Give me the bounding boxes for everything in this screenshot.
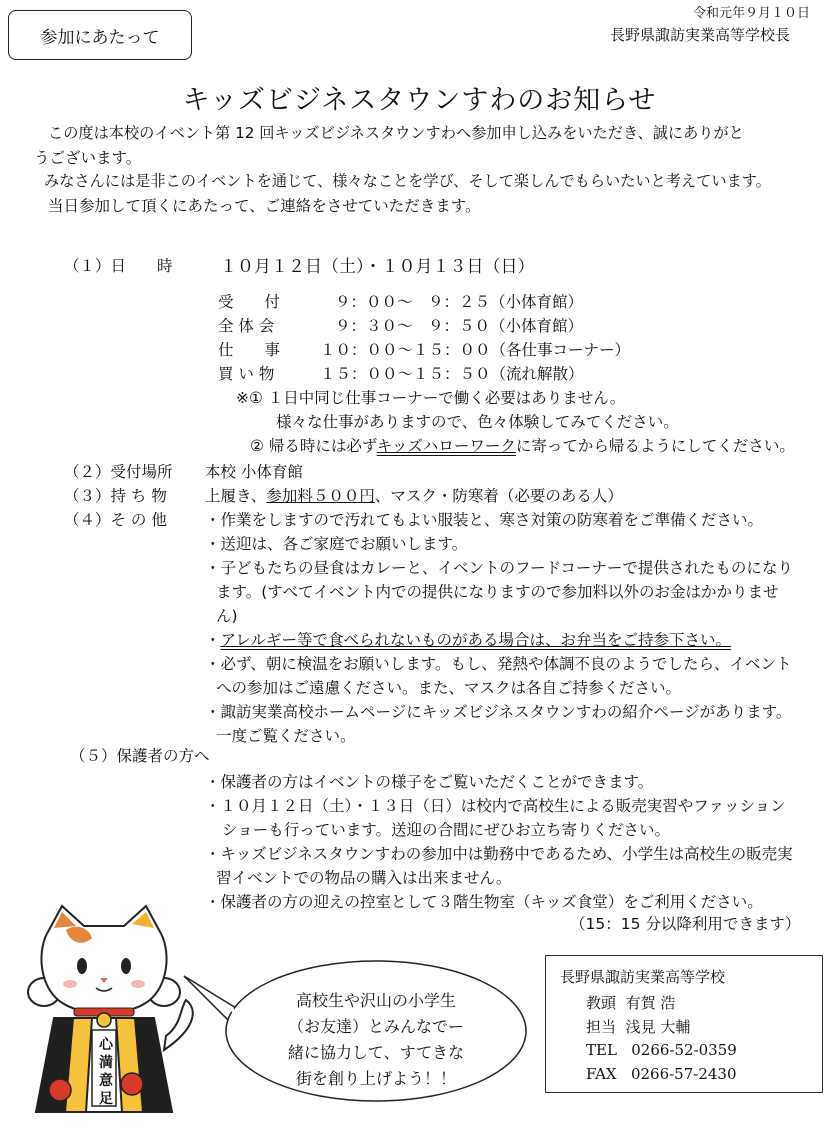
schedule-time-1: ９：００～ ９：２５（小体育館） xyxy=(335,293,584,311)
other-item-3-line-1: ・子どもたちの昼食はカレーと、イベントのフードコーナーで提供されたものになり xyxy=(205,559,793,577)
other-item-5-line-1: ・必ず、朝に検温をお願いします。もし、発熱や体調不良のようでしたら、イベント xyxy=(205,655,792,673)
other-item-4 xyxy=(205,628,731,650)
section3-value xyxy=(205,484,623,506)
participation-fee: 参加料５００円 xyxy=(266,487,375,505)
guardian-item-2-line-2: ショーも行っています。送迎の合間にぜひお立ち寄りください。 xyxy=(222,821,670,839)
other-item-1: ・作業をしますので汚れてもよい服装と、寒さ対策の防寒着をご準備ください。 xyxy=(205,511,764,529)
contact-fax xyxy=(586,1065,737,1083)
section5-label: （５）保護者の方へ xyxy=(70,747,210,765)
allergy-notice: アレルギー等で食べられないものがある場合は、お弁当をご持参下さい。 xyxy=(220,631,732,649)
bubble-line-4: 街を創り上げよう！！ xyxy=(295,1069,456,1088)
section3-label: （３）持 ち 物 xyxy=(64,487,167,505)
mascot-sash-text: 心満意足 xyxy=(99,1037,113,1107)
schedule-time-2: ９：３０～ ９：５０（小体育館） xyxy=(335,317,584,335)
section1-date: １０月１２日（土）・１０月１３日（日） xyxy=(220,257,535,277)
section-label: 参加にあたって xyxy=(40,27,160,48)
charge-label: 担当 xyxy=(586,1018,617,1036)
section-label-box xyxy=(8,10,192,60)
schedule-name-3: 仕 事 xyxy=(218,341,281,359)
bubble-line-1: 高校生や沢山の小学生 xyxy=(295,991,456,1010)
schedule-name-1: 受 付 xyxy=(218,293,281,311)
kids-hellowork-text: キッズハローワーク xyxy=(376,437,516,455)
section4-label: （４）そ の 他 xyxy=(64,511,167,529)
intro-line-1: この度は本校のイベント第 12 回キッズビジネスタウンすわへ参加申し込みをいただき、誠にありがと xyxy=(48,124,744,142)
note-1-line-2: 様々な仕事がありますので、色々体験してみてください。 xyxy=(276,413,679,431)
other-item-5-line-2: への参加はご遠慮ください。また、マスクは各自ご持参ください。 xyxy=(216,679,682,697)
contact-school: 長野県諏訪実業高等学校 xyxy=(560,968,726,986)
note-2 xyxy=(250,434,795,456)
other-item-3-line-2: ます。(すべてイベント内での提供になりますので参加料以外のお金はかかりませ xyxy=(216,583,779,601)
other-item-6-line-2: 一度ご覧ください。 xyxy=(216,727,356,745)
page-title: キッズビジネスタウンすわのお知らせ xyxy=(182,85,657,116)
intro-line-2: うございます。 xyxy=(34,149,142,167)
contact-vice-principal xyxy=(586,992,675,1013)
guardian-item-4-note: （15：15 分以降利用できます） xyxy=(570,915,801,933)
tel-label: TEL xyxy=(586,1041,617,1059)
note-1-line-1: ※① １日中同じ仕事コーナーで働く必要はありません。 xyxy=(236,389,626,407)
guardian-item-3-line-1: ・キッズビジネスタウンすわの参加中は勤務中であるため、小学生は高校生の販売実 xyxy=(205,845,793,863)
intro-line-3: みなさんには是非このイベントを通じて、様々なことを学び、そして楽しんでもらいたいと考えています。 xyxy=(44,172,771,190)
section2-value: 本校 小体育館 xyxy=(205,463,303,481)
guardian-item-4: ・保護者の方の迎えの控室として３階生物室（キッズ食堂）をご利用ください。 xyxy=(205,893,763,911)
section2-label: （２）受付場所 xyxy=(64,463,173,481)
other-item-4-bullet: ・ xyxy=(205,631,221,649)
section1-label: （１）日 時 xyxy=(64,257,173,275)
note-2-post: に寄ってから帰るようにしてください。 xyxy=(515,437,795,455)
charge-name: 浅見 大輔 xyxy=(625,1018,691,1036)
vice-name: 有賀 浩 xyxy=(625,994,676,1012)
fax-number: 0266-57-2430 xyxy=(630,1065,737,1083)
bubble-line-2: （お友達）とみんなでー xyxy=(287,1017,464,1036)
bubble-line-3: 緒に協力して、すてきな xyxy=(287,1043,465,1062)
guardian-item-2-line-1: ・１０月１２日（土）・１３日（日）は校内で高校生による販売実習やファッション xyxy=(205,797,786,815)
schedule-time-3: １０：００～１５：００（各仕事コーナー） xyxy=(320,341,631,359)
other-item-6-line-1: ・諏訪実業高校ホームページにキッズビジネスタウンすわの紹介ページがあります。 xyxy=(205,703,792,721)
guardian-item-3-line-2: 習イベントでの物品の購入は出来ません。 xyxy=(216,869,512,887)
contact-tel xyxy=(586,1041,737,1059)
section3-post: 、マスク・防寒着（必要のある人） xyxy=(374,487,623,505)
schedule-name-2: 全 体 会 xyxy=(218,317,275,335)
fax-label: FAX xyxy=(586,1065,617,1083)
section3-pre: 上履き、 xyxy=(205,487,267,505)
issue-date: 令和元年９月１０日 xyxy=(693,6,811,21)
note-2-pre: ② 帰る時には必ず xyxy=(250,437,377,455)
intro-line-4: 当日参加して頂くにあたって、ご連絡をさせていただきます。 xyxy=(48,197,481,215)
speech-bubble-text xyxy=(260,988,492,1092)
tel-number: 0266-52-0359 xyxy=(631,1041,737,1059)
contact-box xyxy=(545,955,823,1093)
other-item-3-line-3: ん) xyxy=(216,607,238,625)
guardian-item-1: ・保護者の方はイベントの様子をご覧いただくことができます。 xyxy=(205,773,654,791)
other-item-2: ・送迎は、各ご家庭でお願いします。 xyxy=(205,535,468,553)
schedule-name-4: 買 い 物 xyxy=(218,365,275,383)
contact-person-in-charge xyxy=(586,1016,690,1037)
schedule-time-4: １５：００～１５：５０（流れ解散） xyxy=(320,365,584,383)
vice-label: 教頭 xyxy=(586,994,617,1012)
issuer: 長野県諏訪実業高等学校長 xyxy=(610,26,791,44)
